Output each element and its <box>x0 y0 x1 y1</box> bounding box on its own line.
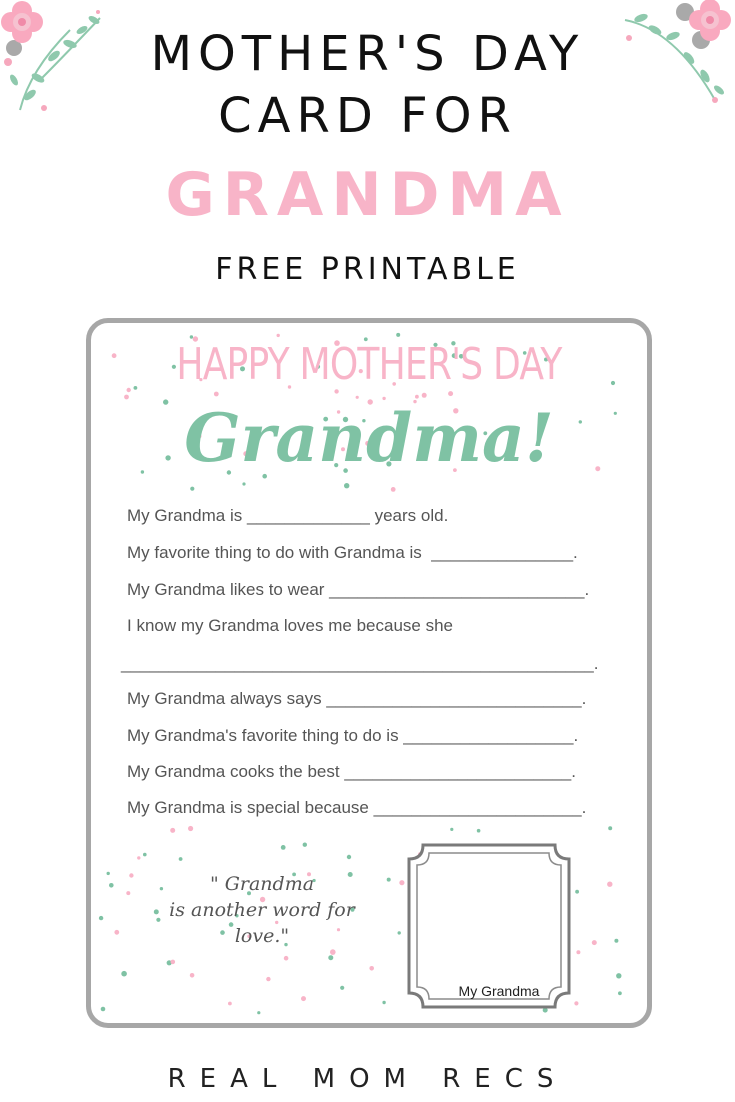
confetti-dot <box>369 966 374 971</box>
confetti-dot <box>126 891 130 895</box>
confetti-dot <box>340 986 344 990</box>
header-title-line-1: MOTHER'S DAY <box>150 26 585 82</box>
confetti-dot <box>129 873 133 877</box>
confetti-dot <box>330 949 336 955</box>
confetti-dot <box>614 939 618 943</box>
confetti-dot <box>618 991 622 995</box>
confetti-dot <box>387 878 391 882</box>
confetti-dot <box>101 1007 106 1012</box>
confetti-dot <box>347 855 351 859</box>
confetti-dot <box>190 973 195 978</box>
confetti-dot <box>616 973 621 978</box>
confetti-dot <box>607 882 612 887</box>
footer-brand: REAL MOM RECS <box>167 1064 568 1094</box>
prompt-loves-me: I know my Grandma loves me because she <box>127 616 453 635</box>
quote-line-1: " Grandma <box>209 873 315 895</box>
confetti-dot <box>328 955 333 960</box>
confetti-dot <box>344 483 349 488</box>
confetti-dot <box>448 391 453 396</box>
prompt-likes-to-wear: My Grandma likes to wear ___________________________. <box>127 580 590 599</box>
header-subtitle: FREE PRINTABLE <box>215 252 520 287</box>
confetti-dot <box>170 828 175 833</box>
confetti-dot <box>391 487 396 492</box>
confetti-dot <box>574 1001 578 1005</box>
confetti-dot <box>188 826 193 831</box>
confetti-dot <box>127 388 131 392</box>
confetti-dot <box>608 826 612 830</box>
grandma-quote <box>157 871 367 949</box>
confetti-dot <box>382 1001 385 1004</box>
confetti-dot <box>277 334 280 337</box>
confetti-dot <box>477 829 481 833</box>
confetti-dot <box>109 883 114 888</box>
confetti-dot <box>281 845 286 850</box>
quote-line-3: love." <box>234 925 290 947</box>
confetti-dot <box>399 880 404 885</box>
prompt-always-says: My Grandma always says ___________________________. <box>127 689 587 708</box>
photo-caption: My Grandma <box>458 983 540 999</box>
confetti-dot <box>112 353 117 358</box>
confetti-dot <box>107 872 110 875</box>
prompt-cooks-best: My Grandma cooks the best ________________________. <box>127 762 576 781</box>
confetti-dot <box>575 890 579 894</box>
confetti-dot <box>266 977 270 981</box>
confetti-dot <box>228 1002 232 1006</box>
confetti-dot <box>284 956 289 961</box>
card-script-title: Grandma! <box>184 399 554 477</box>
confetti-dot <box>611 381 615 385</box>
confetti-dot <box>303 843 307 847</box>
card-heading: HAPPY MOTHER'S DAY <box>176 339 562 390</box>
confetti-dot <box>450 828 453 831</box>
confetti-dot <box>396 333 400 337</box>
header-title-line-2: CARD FOR <box>218 88 517 144</box>
printable-card <box>86 318 652 1028</box>
confetti-dot <box>134 386 138 390</box>
confetti-dot <box>143 853 147 857</box>
confetti-dot <box>114 930 119 935</box>
confetti-dot <box>422 393 427 398</box>
prompt-special-because: My Grandma is special because ______________________. <box>127 798 587 817</box>
confetti-dot <box>99 916 103 920</box>
confetti-dot <box>171 960 176 965</box>
confetti-dot <box>242 482 245 485</box>
confetti-dot <box>257 1011 260 1014</box>
confetti-dot <box>137 856 140 859</box>
prompt-age: My Grandma is _____________ years old. <box>127 506 449 525</box>
confetti-dot <box>214 392 219 397</box>
confetti-dot <box>301 996 306 1001</box>
prompt-favorite-to-do: My Grandma's favorite thing to do is __________________. <box>127 726 579 745</box>
confetti-dot <box>121 971 127 977</box>
confetti-dot <box>179 857 183 861</box>
confetti-dot <box>592 940 597 945</box>
quote-line-2: is another word for <box>169 899 355 921</box>
confetti-dot <box>190 487 194 491</box>
prompt-loves-me-line: __________________________________________________. <box>121 654 599 673</box>
confetti-dot <box>398 931 401 934</box>
confetti-dot <box>576 950 580 954</box>
header-title-grandma: GRANDMA <box>165 160 570 230</box>
prompt-favorite-thing: My favorite thing to do with Grandma is _______________. <box>127 543 578 562</box>
